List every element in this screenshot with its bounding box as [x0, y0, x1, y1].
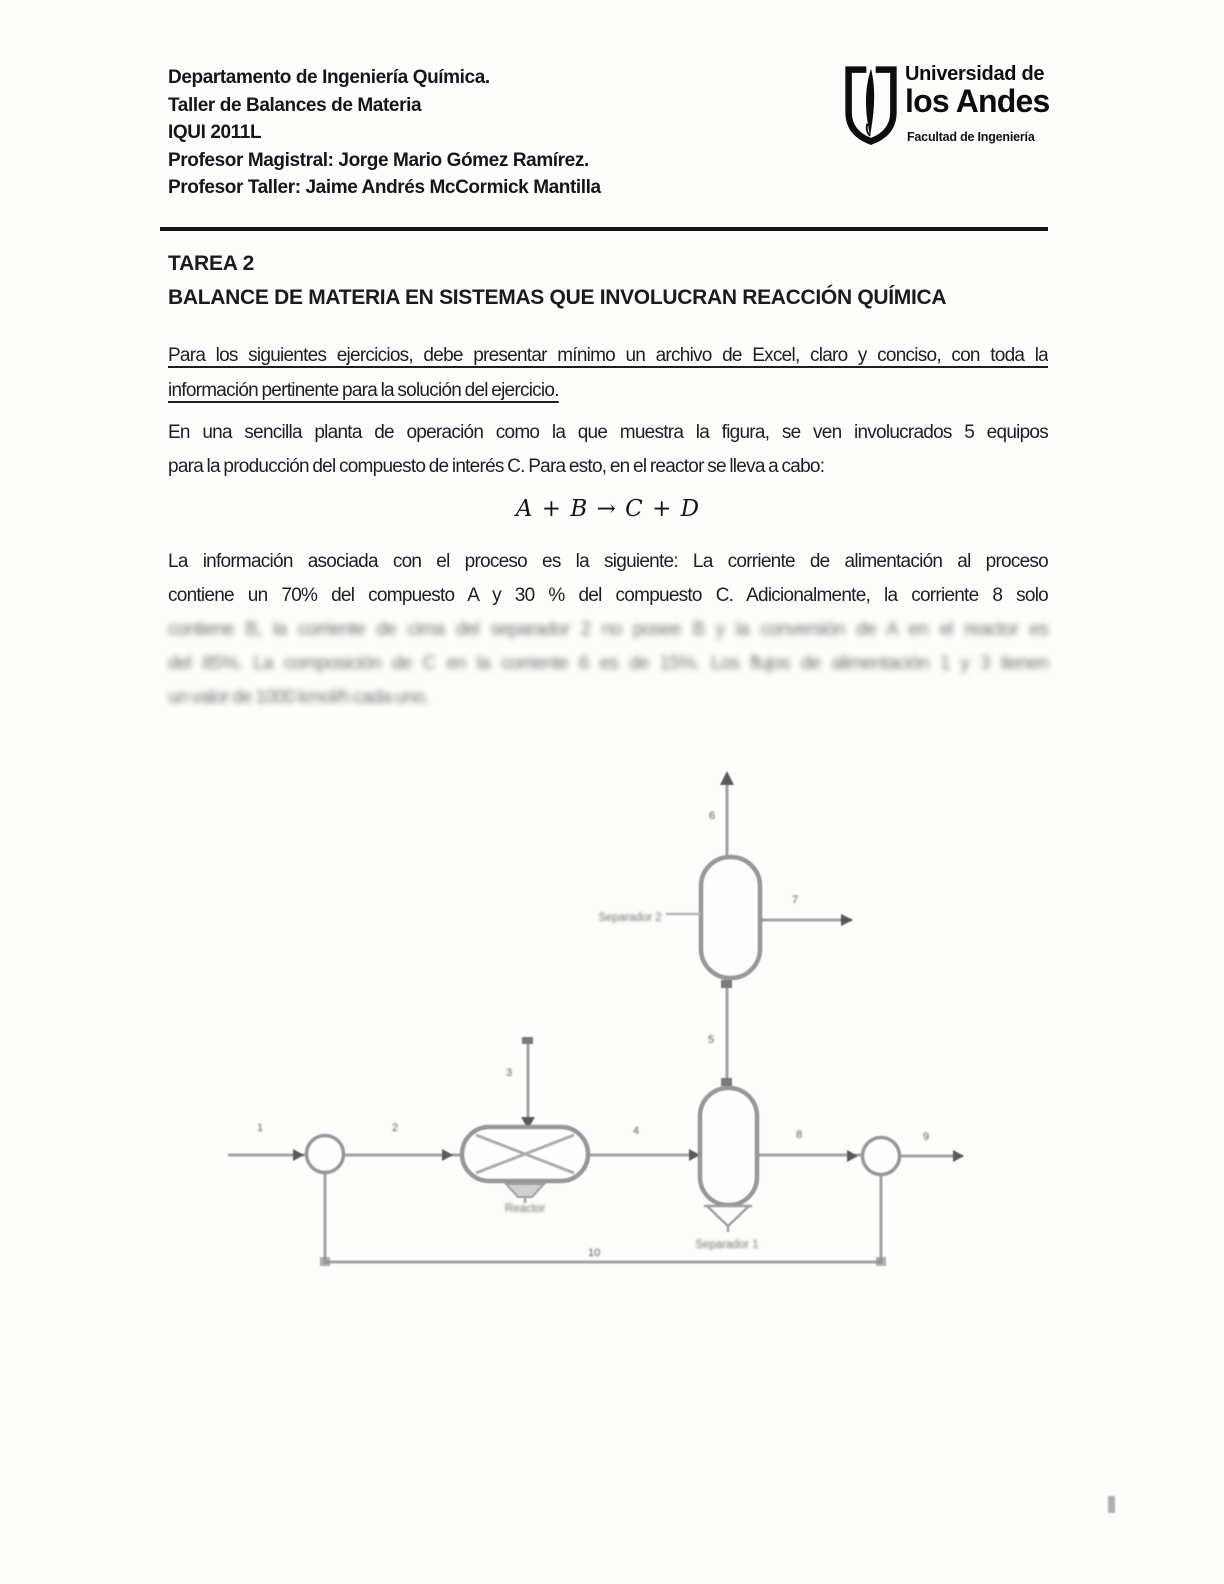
header-department: Departamento de Ingeniería Química. — [168, 67, 490, 88]
recycle-corner-left — [320, 1257, 330, 1266]
stream-1-label: 1 — [257, 1122, 264, 1134]
header-professor-taller: Profesor Taller: Jaime Andrés McCormick Mantilla — [168, 177, 601, 198]
stream5-top-nub — [721, 980, 732, 988]
separator1-vessel — [700, 1088, 757, 1205]
splitter-node — [863, 1138, 900, 1175]
process-info-blurred-line: del 85%. La composición de C en la corriente 6 es de 15%. Los flujos de alimentación 1 y 3 tienen — [168, 653, 1048, 674]
logo-university-line1: Universidad de — [905, 63, 1045, 85]
process-info-blurred-line: un valor de 1000 kmol/h cada uno. — [168, 687, 429, 708]
stream3-top-nub — [522, 1037, 533, 1044]
process-info-blurred-line: contiene B, la corriente de cima del separador 2 no posee B y la conversión de A en el reactor es — [168, 619, 1048, 640]
separator1-funnel-v — [707, 1206, 749, 1226]
arrowhead-into-splitter — [847, 1150, 858, 1162]
arrowhead-into-reactor — [442, 1149, 453, 1161]
reactor-label: Reactor — [504, 1203, 546, 1215]
stream-10-label: 10 — [588, 1247, 601, 1259]
process-info-paragraph — [168, 547, 1048, 717]
arrowhead-into-mixer — [293, 1149, 304, 1161]
assignment-title: TAREA 2 — [168, 252, 255, 275]
process-info-blurred-block — [168, 615, 1048, 717]
separator2-vessel — [701, 857, 760, 978]
stream-5-label: 5 — [708, 1034, 715, 1046]
university-logo — [843, 63, 1053, 153]
header-divider-rule — [160, 227, 1048, 231]
intro-paragraph — [168, 418, 1048, 486]
stream-4-label: 4 — [633, 1125, 640, 1137]
stream-10-recycle-line — [325, 1173, 881, 1262]
stream-7-label: 7 — [792, 894, 799, 906]
stream-6-label: 6 — [709, 810, 716, 822]
separator1-label: Separador 1 — [695, 1239, 759, 1251]
reactor-drain-funnel — [506, 1184, 544, 1197]
stream-3-label: 3 — [506, 1067, 513, 1079]
header-course-code: IQUI 2011L — [168, 122, 262, 143]
reaction-equation: A + B → C + D — [515, 496, 701, 522]
instructions-paragraph — [168, 341, 1048, 411]
arrowhead-stream7-out — [841, 914, 853, 926]
arrowhead-stream6-up — [720, 771, 734, 785]
university-shield-icon — [843, 65, 899, 147]
process-flow-diagram — [200, 740, 1000, 1300]
arrowhead-stream9-out — [953, 1150, 964, 1162]
assignment-subtitle: BALANCE DE MATERIA EN SISTEMAS QUE INVOLUCRAN REACCIÓN QUÍMICA — [168, 286, 947, 309]
page-footer-mark — [1108, 1496, 1115, 1513]
document-header — [168, 64, 828, 202]
intro-line: para la producción del compuesto de interés C. Para esto, en el reactor se lleva a cabo: — [168, 456, 825, 477]
instructions-line: información pertinente para la solución del ejercicio. — [168, 380, 559, 401]
separator2-label: Separador 2 — [598, 912, 662, 924]
mixer-node — [307, 1136, 344, 1173]
header-course: Taller de Balances de Materia — [168, 94, 422, 116]
process-info-line: La información asociada con el proceso es la siguiente: La corriente de alimentación al proceso — [168, 551, 1048, 572]
stream-2-label: 2 — [392, 1122, 399, 1134]
stream5-bottom-nub — [721, 1078, 732, 1086]
logo-faculty: Facultad de Ingeniería — [907, 130, 1035, 144]
process-info-line: contiene un 70% del compuesto A y 30 % del compuesto C. Adicionalmente, la corriente 8 solo — [168, 585, 1048, 606]
recycle-corner-right — [876, 1257, 886, 1266]
intro-line: En una sencilla planta de operación como la que muestra la figura, se ven involucrados 5 equipos — [168, 422, 1048, 443]
instructions-line: Para los siguientes ejercicios, debe presentar mínimo un archivo de Excel, claro y conciso, con toda la — [168, 345, 1048, 366]
header-professor-magistral: Profesor Magistral: Jorge Mario Gómez Ramírez. — [168, 149, 589, 171]
stream-9-label: 9 — [923, 1131, 930, 1143]
stream-8-label: 8 — [796, 1129, 803, 1141]
logo-university-line2: los Andes — [905, 83, 1050, 119]
